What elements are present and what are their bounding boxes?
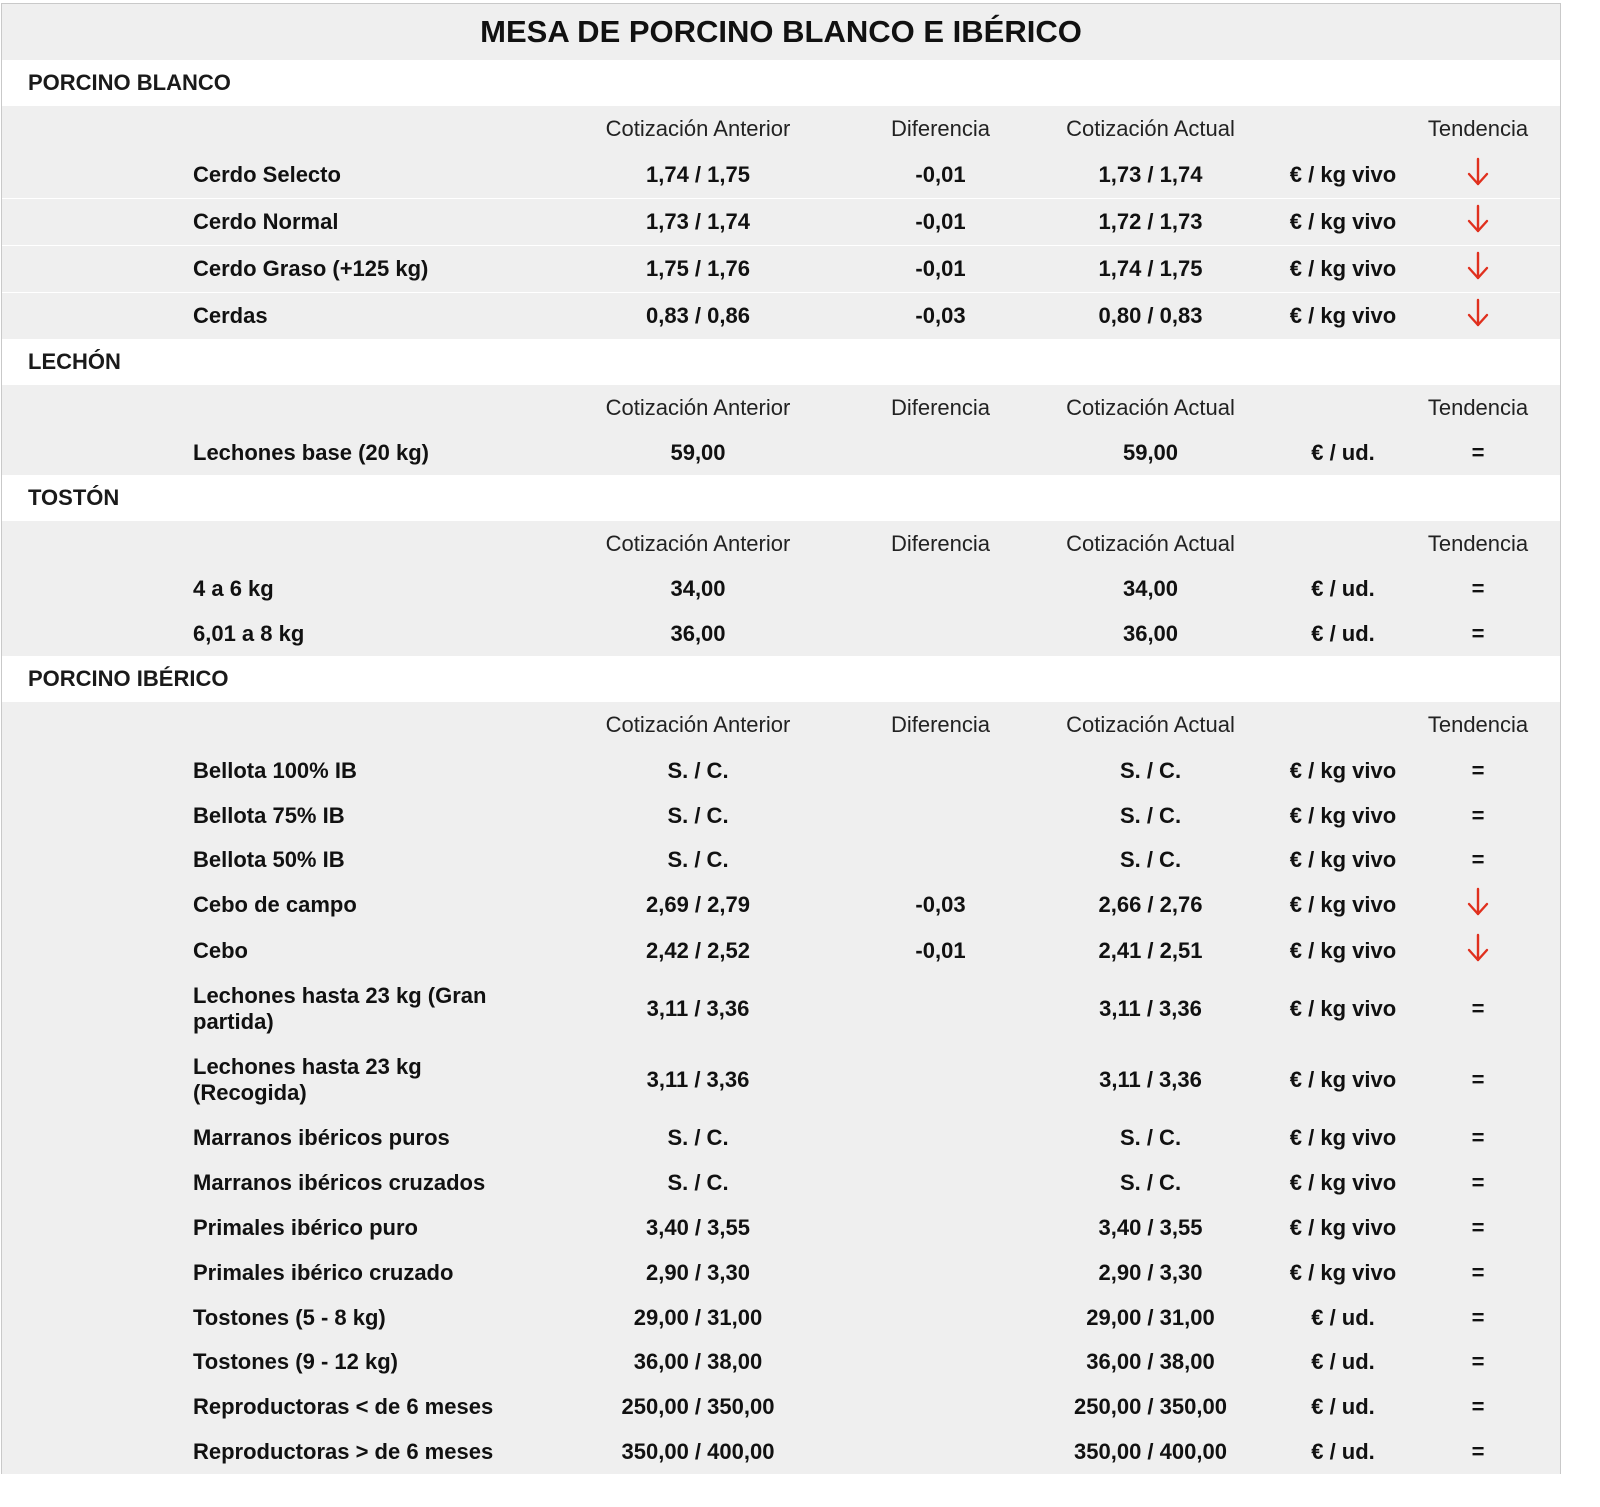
price-unit: € / kg vivo [1289, 757, 1397, 783]
current-price: S. / C. [1119, 1170, 1182, 1195]
header-prev: Cotización Anterior [605, 395, 791, 420]
arrow-down-icon [1467, 251, 1489, 287]
section-title: LECHÓN [2, 339, 1560, 385]
trend-cell [1398, 1067, 1558, 1093]
previous-price: 350,00 / 400,00 [621, 1438, 775, 1464]
table-row [2, 567, 1560, 611]
trend-cell [1398, 933, 1558, 969]
product-name: Cerdas [193, 303, 268, 328]
price-difference: -0,03 [915, 303, 966, 328]
header-curr: Cotización Actual [1066, 531, 1235, 556]
current-price: 59,00 [1122, 440, 1179, 465]
trend-equal: = [1471, 847, 1485, 872]
table-row [2, 882, 1560, 928]
section-table [2, 702, 1560, 1474]
trend-equal: = [1471, 1170, 1485, 1195]
trend-cell [1398, 251, 1558, 287]
trend-cell [1398, 1394, 1558, 1420]
trend-equal: = [1471, 440, 1485, 465]
price-unit: € / kg vivo [1289, 996, 1397, 1021]
price-unit: € / kg vivo [1289, 256, 1397, 281]
trend-cell [1398, 887, 1558, 923]
section-table [2, 385, 1560, 475]
product-name: Lechones hasta 23 kg (Gran partida) [193, 983, 487, 1034]
previous-price: S. / C. [667, 847, 729, 872]
header-diff: Diferencia [890, 395, 991, 420]
trend-equal: = [1471, 1393, 1485, 1419]
trend-cell [1398, 440, 1558, 466]
product-name: Reproductoras < de 6 meses [193, 1393, 494, 1419]
sections-container [2, 60, 1560, 1474]
price-unit: € / ud. [1311, 576, 1375, 601]
column-header-row [2, 385, 1560, 431]
table-row [2, 928, 1560, 973]
table-row [2, 1340, 1560, 1384]
table-row [2, 1161, 1560, 1205]
header-prev: Cotización Anterior [605, 712, 791, 737]
header-curr: Cotización Actual [1066, 116, 1235, 141]
header-trend: Tendencia [1427, 712, 1529, 737]
section-title: PORCINO IBÉRICO [2, 656, 1560, 702]
price-unit: € / ud. [1311, 1393, 1375, 1419]
price-unit: € / kg vivo [1289, 937, 1397, 963]
price-unit: € / kg vivo [1289, 1215, 1397, 1240]
trend-equal: = [1471, 620, 1485, 646]
previous-price: 2,90 / 3,30 [646, 1260, 750, 1285]
arrow-down-icon [1467, 204, 1489, 240]
previous-price: 1,73 / 1,74 [646, 209, 750, 234]
previous-price: 2,42 / 2,52 [646, 937, 750, 963]
arrow-down-icon [1467, 298, 1489, 334]
price-difference: -0,01 [915, 209, 966, 234]
previous-price: S. / C. [667, 802, 729, 828]
table-row [2, 1205, 1560, 1251]
trend-equal: = [1471, 996, 1485, 1021]
trend-cell [1398, 1125, 1558, 1151]
table-row [2, 431, 1560, 475]
previous-price: 3,11 / 3,36 [646, 996, 750, 1021]
section-title: PORCINO BLANCO [2, 60, 1560, 106]
current-price: 3,11 / 3,36 [1099, 996, 1202, 1021]
product-name: Lechones base (20 kg) [193, 440, 429, 465]
column-header-row [2, 521, 1560, 567]
table-row [2, 1429, 1560, 1474]
table-row [2, 1384, 1560, 1429]
trend-equal: = [1471, 1260, 1485, 1285]
price-unit: € / kg vivo [1289, 847, 1397, 872]
previous-price: 3,11 / 3,36 [646, 1067, 750, 1092]
header-prev: Cotización Anterior [605, 531, 791, 556]
table-row [2, 246, 1560, 293]
table-row [2, 293, 1560, 339]
arrow-down-icon [1467, 157, 1489, 193]
current-price: 2,41 / 2,51 [1098, 937, 1203, 963]
price-unit: € / kg vivo [1289, 1125, 1397, 1150]
price-difference: -0,01 [915, 162, 966, 187]
current-price: 1,72 / 1,73 [1098, 209, 1203, 234]
trend-cell [1398, 847, 1558, 873]
header-diff: Diferencia [890, 712, 991, 737]
product-name: Cebo de campo [193, 892, 357, 917]
trend-cell [1398, 204, 1558, 240]
current-price: 2,90 / 3,30 [1098, 1260, 1203, 1285]
price-unit: € / kg vivo [1289, 162, 1397, 187]
product-name: Lechones hasta 23 kg (Recogida) [193, 1054, 422, 1105]
trend-cell [1398, 1215, 1558, 1241]
header-trend: Tendencia [1427, 116, 1529, 141]
product-name: Tostones (5 - 8 kg) [193, 1304, 386, 1330]
previous-price: 34,00 [670, 576, 726, 601]
previous-price: 29,00 / 31,00 [633, 1304, 763, 1330]
price-unit: € / ud. [1311, 1349, 1375, 1374]
header-trend: Tendencia [1427, 395, 1529, 420]
trend-equal: = [1471, 1349, 1485, 1374]
product-name: Cerdo Graso (+125 kg) [193, 256, 429, 281]
product-name: Primales ibérico cruzado [193, 1260, 454, 1285]
header-trend: Tendencia [1427, 531, 1529, 556]
price-unit: € / ud. [1311, 1438, 1375, 1464]
product-name: Cerdo Normal [193, 209, 339, 234]
product-name: Cebo [193, 937, 248, 963]
price-unit: € / kg vivo [1289, 1170, 1397, 1195]
price-unit: € / ud. [1311, 440, 1375, 465]
section-table [2, 106, 1560, 339]
section-table [2, 521, 1560, 656]
price-unit: € / kg vivo [1289, 802, 1397, 828]
header-diff: Diferencia [890, 116, 991, 141]
current-price: 29,00 / 31,00 [1086, 1304, 1215, 1330]
previous-price: S. / C. [667, 757, 729, 783]
trend-equal: = [1471, 802, 1485, 828]
price-unit: € / ud. [1311, 1304, 1375, 1330]
price-board [1, 3, 1561, 1474]
page-title: MESA DE PORCINO BLANCO E IBÉRICO [2, 4, 1560, 60]
previous-price: 1,74 / 1,75 [646, 162, 750, 187]
trend-equal: = [1471, 1125, 1485, 1150]
previous-price: 250,00 / 350,00 [621, 1393, 775, 1419]
header-diff: Diferencia [890, 531, 991, 556]
trend-equal: = [1471, 576, 1485, 601]
current-price: 36,00 [1122, 620, 1179, 646]
product-name: 6,01 a 8 kg [193, 620, 305, 646]
previous-price: 36,00 [670, 620, 726, 646]
current-price: S. / C. [1119, 1125, 1182, 1150]
current-price: 1,74 / 1,75 [1098, 256, 1203, 281]
arrow-down-icon [1467, 933, 1489, 969]
trend-cell [1398, 1349, 1558, 1375]
current-price: 2,66 / 2,76 [1098, 892, 1203, 917]
arrow-down-icon [1467, 887, 1489, 923]
previous-price: S. / C. [667, 1170, 729, 1195]
table-row [2, 611, 1560, 656]
table-row [2, 152, 1560, 199]
current-price: 0,80 / 0,83 [1098, 303, 1203, 328]
table-row [2, 1045, 1560, 1115]
table-row [2, 199, 1560, 246]
trend-equal: = [1471, 757, 1485, 783]
current-price: S. / C. [1119, 757, 1182, 783]
trend-cell [1398, 1260, 1558, 1286]
product-name: Marranos ibéricos cruzados [193, 1170, 486, 1195]
table-row [2, 1295, 1560, 1340]
price-difference: -0,03 [915, 892, 966, 917]
price-difference: -0,01 [915, 256, 966, 281]
product-name: Cerdo Selecto [193, 162, 341, 187]
trend-cell [1398, 803, 1558, 829]
current-price: 3,11 / 3,36 [1099, 1067, 1202, 1092]
price-unit: € / kg vivo [1289, 209, 1397, 234]
trend-cell [1398, 298, 1558, 334]
product-name: Bellota 100% IB [193, 757, 357, 783]
product-name: Primales ibérico puro [193, 1215, 418, 1240]
table-row [2, 1115, 1560, 1161]
table-row [2, 1251, 1560, 1295]
header-curr: Cotización Actual [1066, 712, 1235, 737]
product-name: Reproductoras > de 6 meses [193, 1438, 494, 1464]
price-unit: € / kg vivo [1289, 1260, 1397, 1285]
current-price: S. / C. [1119, 802, 1182, 828]
trend-cell [1398, 576, 1558, 602]
trend-cell [1398, 758, 1558, 784]
trend-equal: = [1471, 1438, 1485, 1464]
previous-price: S. / C. [667, 1125, 729, 1150]
price-unit: € / kg vivo [1289, 892, 1397, 917]
trend-equal: = [1471, 1067, 1485, 1092]
table-row [2, 973, 1560, 1045]
previous-price: 36,00 / 38,00 [633, 1349, 763, 1374]
table-row [2, 838, 1560, 882]
current-price: S. / C. [1119, 847, 1182, 872]
trend-cell [1398, 1439, 1558, 1465]
table-row [2, 748, 1560, 793]
product-name: Bellota 75% IB [193, 802, 345, 828]
trend-equal: = [1471, 1215, 1485, 1240]
trend-cell [1398, 1170, 1558, 1196]
previous-price: 2,69 / 2,79 [646, 892, 750, 917]
price-unit: € / kg vivo [1289, 1067, 1397, 1092]
current-price: 3,40 / 3,55 [1098, 1215, 1203, 1240]
header-curr: Cotización Actual [1066, 395, 1235, 420]
product-name: Bellota 50% IB [193, 847, 345, 872]
column-header-row [2, 106, 1560, 152]
trend-cell [1398, 157, 1558, 193]
table-row [2, 793, 1560, 838]
trend-equal: = [1471, 1304, 1485, 1330]
price-unit: € / ud. [1311, 620, 1375, 646]
current-price: 350,00 / 400,00 [1074, 1438, 1227, 1464]
current-price: 34,00 [1122, 576, 1179, 601]
previous-price: 0,83 / 0,86 [646, 303, 750, 328]
current-price: 36,00 / 38,00 [1086, 1349, 1215, 1374]
previous-price: 59,00 [670, 440, 726, 465]
current-price: 1,73 / 1,74 [1098, 162, 1203, 187]
trend-cell [1398, 621, 1558, 647]
product-name: Tostones (9 - 12 kg) [193, 1349, 398, 1374]
price-difference: -0,01 [915, 937, 966, 963]
section-title: TOSTÓN [2, 475, 1560, 521]
product-name: 4 a 6 kg [193, 576, 274, 601]
column-header-row [2, 702, 1560, 748]
product-name: Marranos ibéricos puros [193, 1125, 450, 1150]
current-price: 250,00 / 350,00 [1074, 1393, 1227, 1419]
trend-cell [1398, 1305, 1558, 1331]
header-prev: Cotización Anterior [605, 116, 791, 141]
previous-price: 1,75 / 1,76 [646, 256, 750, 281]
trend-cell [1398, 996, 1558, 1022]
previous-price: 3,40 / 3,55 [646, 1215, 750, 1240]
price-unit: € / kg vivo [1289, 303, 1397, 328]
